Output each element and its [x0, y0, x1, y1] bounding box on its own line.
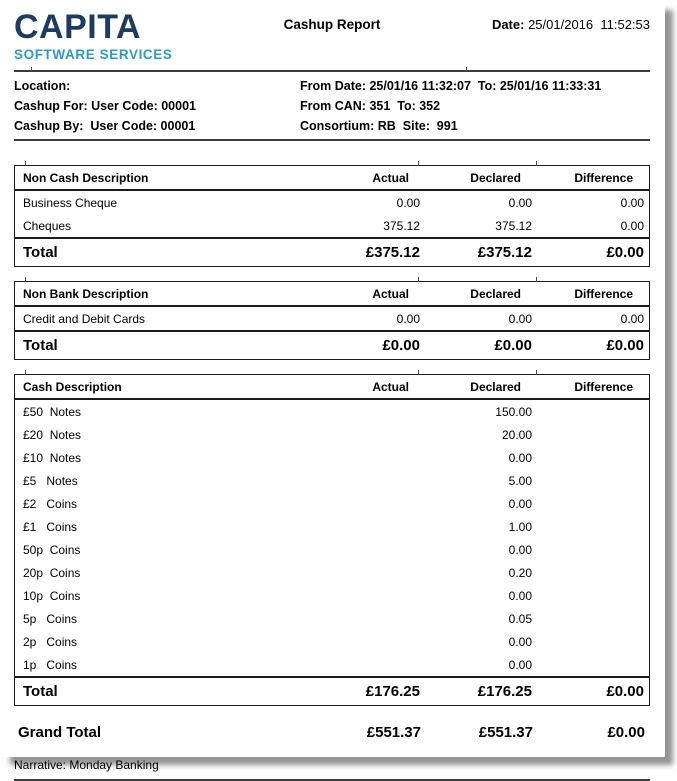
cell-actual: [310, 400, 425, 423]
total-row: [15, 676, 649, 705]
consortium-site-line: Consortium: RB Site: 991: [300, 119, 458, 133]
cell-difference: 0.00: [620, 196, 644, 210]
cell-actual: [310, 538, 425, 561]
report-header: [14, 0, 650, 62]
cell-declared: 5.00: [508, 474, 532, 488]
cell-description: £50 Notes: [23, 405, 82, 419]
cell-difference: [537, 630, 649, 653]
cell-actual: [310, 423, 425, 446]
cell-declared: 375.12: [495, 219, 532, 233]
cell-description: Credit and Debit Cards: [23, 312, 146, 326]
table-row: [15, 446, 649, 469]
cell-actual: 375.12: [383, 219, 420, 233]
cell-actual: [310, 607, 425, 630]
date-label: Date:: [491, 17, 525, 32]
cell-difference: 0.00: [620, 219, 644, 233]
report-date: [438, 10, 650, 32]
cell-description: £20 Notes: [23, 428, 82, 442]
cell-description: £1 Coins: [23, 520, 78, 534]
total-row: [15, 237, 649, 266]
cell-declared: 0.00: [508, 658, 532, 672]
cell-description: Cheques: [23, 219, 72, 233]
grid-tick: [536, 277, 537, 282]
non-cash-table: [14, 165, 650, 267]
total-difference: £0.00: [606, 244, 644, 261]
cell-description: £2 Coins: [23, 497, 78, 511]
non-bank-table: [14, 281, 650, 360]
cell-actual: [310, 561, 425, 584]
total-label: Total: [23, 337, 58, 354]
report-title: Cashup Report: [283, 17, 381, 32]
brand-tagline: SOFTWARE SERVICES: [14, 47, 173, 62]
cell-difference: [537, 446, 649, 469]
table-header-row: [15, 166, 649, 191]
table-row: [15, 607, 649, 630]
table-row: [15, 515, 649, 538]
table-row: [15, 584, 649, 607]
cell-description: £5 Notes: [23, 474, 78, 488]
column-header-description: Non Cash Description: [23, 171, 149, 185]
table-row: [15, 191, 649, 214]
grid-tick: [536, 370, 537, 375]
column-header-declared: Declared: [470, 171, 521, 185]
grid-tick: [31, 67, 32, 72]
cell-declared: 0.00: [508, 589, 532, 603]
total-actual: £375.12: [365, 244, 420, 261]
cell-declared: 20.00: [501, 428, 532, 442]
column-header-description: Non Bank Description: [23, 287, 149, 301]
grid-tick: [25, 370, 26, 375]
table-row: [15, 653, 649, 676]
table-row: [15, 307, 649, 330]
capita-logo: [14, 10, 226, 62]
table-row: [15, 492, 649, 515]
cell-description: 1p Coins: [23, 658, 78, 672]
cell-description: 5p Coins: [23, 612, 78, 626]
info-left-column: [14, 76, 300, 136]
cell-declared: 0.00: [508, 497, 532, 511]
cashup-by-line: Cashup By: User Code: 00001: [14, 119, 196, 133]
column-header-difference: Difference: [574, 287, 633, 301]
cell-difference: 0.00: [620, 312, 644, 326]
total-label: Total: [23, 244, 58, 261]
cell-declared: 0.20: [508, 566, 532, 580]
cell-actual: 0.00: [396, 312, 420, 326]
table-row: [15, 469, 649, 492]
cell-difference: [537, 653, 649, 676]
cell-actual: 0.00: [396, 196, 420, 210]
cell-declared: 0.05: [508, 612, 532, 626]
cell-difference: [537, 584, 649, 607]
info-right-column: [300, 76, 650, 136]
narrative-line: Narrative: Monday Banking: [14, 758, 650, 781]
cell-difference: [537, 515, 649, 538]
cell-actual: [310, 584, 425, 607]
grand-total-difference: £0.00: [607, 724, 645, 741]
column-header-actual: Actual: [372, 171, 409, 185]
column-header-actual: Actual: [372, 380, 409, 394]
cell-declared: 0.00: [508, 451, 532, 465]
grid-tick: [466, 67, 467, 72]
cell-declared: 0.00: [508, 196, 532, 210]
table-row: [15, 630, 649, 653]
total-actual: £176.25: [365, 683, 420, 700]
brand-name: CAPITA: [14, 8, 142, 46]
grid-tick: [418, 277, 419, 282]
column-header-difference: Difference: [574, 380, 633, 394]
grid-tick: [25, 161, 26, 166]
cell-difference: [537, 400, 649, 423]
table-header-row: [15, 375, 649, 400]
cell-actual: [310, 630, 425, 653]
total-declared: £176.25: [477, 683, 532, 700]
table-header-row: [15, 282, 649, 307]
column-header-declared: Declared: [470, 380, 521, 394]
table-row: [15, 214, 649, 237]
total-difference: £0.00: [606, 683, 644, 700]
cell-actual: [310, 653, 425, 676]
total-row: [15, 330, 649, 359]
total-difference: £0.00: [606, 337, 644, 354]
grid-tick: [536, 161, 537, 166]
grid-tick: [25, 277, 26, 282]
cell-difference: [537, 607, 649, 630]
column-header-declared: Declared: [470, 287, 521, 301]
cell-declared: 1.00: [508, 520, 532, 534]
cell-description: 20p Coins: [23, 566, 81, 580]
column-header-difference: Difference: [574, 171, 633, 185]
can-range-line: From CAN: 351 To: 352: [300, 99, 441, 113]
location-line: Location:: [14, 79, 71, 93]
cell-actual: [310, 515, 425, 538]
grand-total-actual: £551.37: [366, 724, 421, 741]
total-actual: £0.00: [382, 337, 420, 354]
cell-difference: [537, 538, 649, 561]
total-declared: £0.00: [494, 337, 532, 354]
grid-tick: [418, 370, 419, 375]
cell-description: 50p Coins: [23, 543, 81, 557]
cash-table: [14, 374, 650, 706]
cell-difference: [537, 492, 649, 515]
cell-difference: [537, 423, 649, 446]
table-row: [15, 561, 649, 584]
table-row: [15, 400, 649, 423]
column-header-description: Cash Description: [23, 380, 122, 394]
cell-actual: [310, 446, 425, 469]
cell-declared: 150.00: [495, 405, 532, 419]
cell-actual: [310, 469, 425, 492]
date-value: 25/01/2016 11:52:53: [524, 17, 650, 32]
report-info-section: [14, 70, 650, 141]
cell-declared: 0.00: [508, 543, 532, 557]
cell-difference: [537, 561, 649, 584]
cell-declared: 0.00: [508, 312, 532, 326]
cashup-for-line: Cashup For: User Code: 00001: [14, 99, 196, 113]
date-range-line: From Date: 25/01/16 11:32:07 To: 25/01/16 11:33:31: [300, 79, 602, 93]
total-label: Total: [23, 683, 58, 700]
table-row: [15, 538, 649, 561]
cell-difference: [537, 469, 649, 492]
grand-total-label: Grand Total: [18, 724, 102, 741]
cell-declared: 0.00: [508, 635, 532, 649]
cell-description: 10p Coins: [23, 589, 81, 603]
cell-description: Business Cheque: [23, 196, 118, 210]
cell-description: 2p Coins: [23, 635, 78, 649]
table-row: [15, 423, 649, 446]
column-header-actual: Actual: [372, 287, 409, 301]
grand-total-row: [14, 722, 650, 743]
cell-description: £10 Notes: [23, 451, 82, 465]
grand-total-declared: £551.37: [478, 724, 533, 741]
cell-actual: [310, 492, 425, 515]
total-declared: £375.12: [477, 244, 532, 261]
grid-tick: [418, 161, 419, 166]
